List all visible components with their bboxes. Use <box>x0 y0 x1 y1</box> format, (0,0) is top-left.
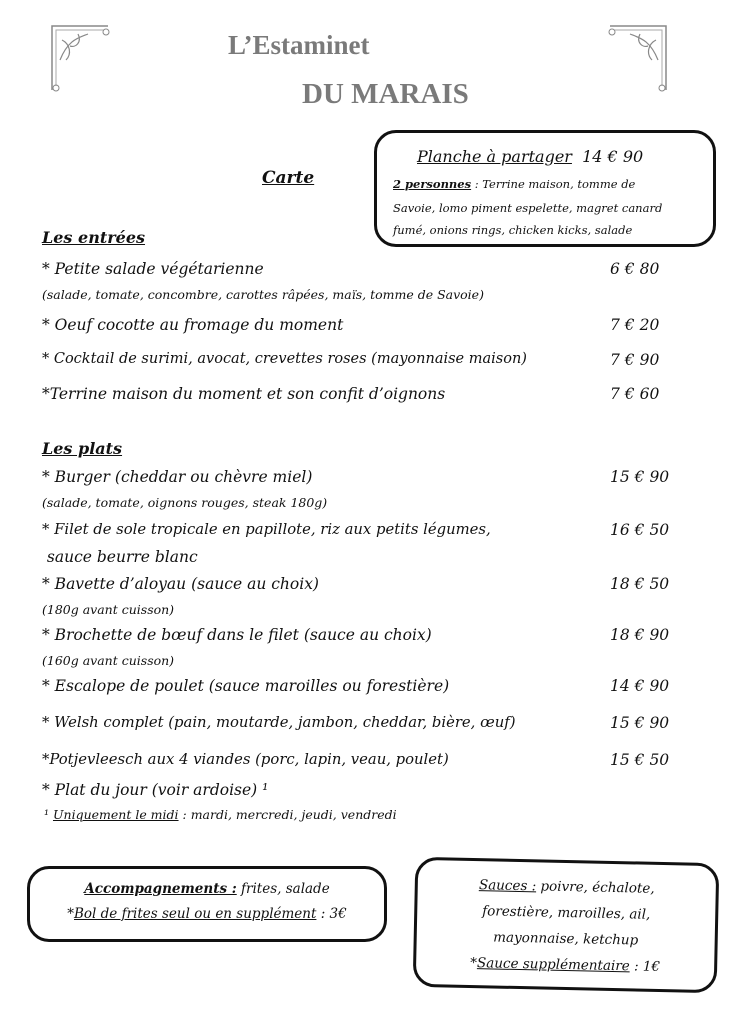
entree-price: 7 € 20 <box>610 316 660 334</box>
carte-heading: Carte <box>262 168 315 188</box>
sauces-extra: *Sauce supplémentaire : 1€ <box>470 955 661 975</box>
sauces-line3: mayonnaise, ketchup <box>493 929 639 949</box>
entree-name: * Oeuf cocotte au fromage du moment <box>42 316 344 334</box>
entree-price: 7 € 60 <box>610 385 660 403</box>
planche-persons: 2 personnes <box>393 177 472 191</box>
plat-detail: (160g avant cuisson) <box>42 653 175 668</box>
plat-name: * Burger (cheddar ou chèvre miel) <box>42 468 313 486</box>
plat-detail: (salade, tomate, oignons rouges, steak 180g) <box>42 495 328 510</box>
plat-name: * Escalope de poulet (sauce maroilles ou forestière) <box>42 677 450 695</box>
plat-price: 18 € 90 <box>610 626 670 644</box>
entree-price: 7 € 90 <box>610 351 660 369</box>
plat-name: *Potjevleesch aux 4 viandes (porc, lapin, veau, poulet) <box>42 751 449 768</box>
entree-name: *Terrine maison du moment et son confit d’oignons <box>42 385 446 403</box>
ornament-top-right-icon <box>606 20 670 92</box>
sauces-line1: poivre, échalote, <box>536 878 655 897</box>
plat-price: 15 € 90 <box>610 714 670 732</box>
sauces-box <box>413 857 720 993</box>
plat-detail: (180g avant cuisson) <box>42 602 175 617</box>
plats-heading: Les plats <box>42 439 123 458</box>
accompagnements-box <box>27 866 387 942</box>
entree-detail: (salade, tomate, concombre, carottes râpées, maïs, tomme de Savoie) <box>42 287 484 302</box>
planche-line2: Savoie, lomo piment espelette, magret canard <box>393 201 663 215</box>
accompagnements-label: Accompagnements : <box>84 881 237 897</box>
plat-price: 16 € 50 <box>610 521 670 539</box>
sauces-label: Sauces : <box>478 877 537 895</box>
sauces-line2: forestière, maroilles, ail, <box>482 903 651 923</box>
plat-price: 14 € 90 <box>610 677 670 695</box>
entree-name: * Cocktail de surimi, avocat, crevettes roses (mayonnaise maison) <box>42 351 527 367</box>
planche-line3: fumé, onions rings, chicken kicks, salade <box>393 223 633 237</box>
plat-price: 15 € 50 <box>610 751 670 769</box>
restaurant-name-line2: DU MARAIS <box>302 78 469 110</box>
restaurant-name-line1: L’Estaminet <box>228 30 370 60</box>
planche-title: Planche à partager <box>417 147 572 166</box>
plat-name: * Filet de sole tropicale en papillote, riz aux petits légumes, <box>42 521 491 538</box>
entrees-heading: Les entrées <box>42 228 146 247</box>
planche-price: 14 € 90 <box>582 147 644 166</box>
plats-footnote: ¹ Uniquement le midi : mardi, mercredi, jeudi, vendredi <box>44 807 397 822</box>
accompagnements-extra: *Bol de frites seul ou en supplément : 3€ <box>67 906 347 922</box>
plat-name: * Plat du jour (voir ardoise) ¹ <box>42 781 269 799</box>
ornament-top-left-icon <box>48 20 112 92</box>
plat-name: * Brochette de bœuf dans le filet (sauce au choix) <box>42 626 432 644</box>
plat-price: 15 € 90 <box>610 468 670 486</box>
plat-name: * Welsh complet (pain, moutarde, jambon, cheddar, bière, œuf) <box>42 714 516 731</box>
entree-price: 6 € 80 <box>610 260 660 278</box>
accompagnements-text: frites, salade <box>236 881 330 897</box>
entree-name: * Petite salade végétarienne <box>42 260 264 278</box>
plat-detail: sauce beurre blanc <box>42 548 198 566</box>
plat-name: * Bavette d’aloyau (sauce au choix) <box>42 575 319 593</box>
planche-line1: : Terrine maison, tomme de <box>471 177 636 191</box>
planche-box <box>374 130 716 247</box>
plat-price: 18 € 50 <box>610 575 670 593</box>
